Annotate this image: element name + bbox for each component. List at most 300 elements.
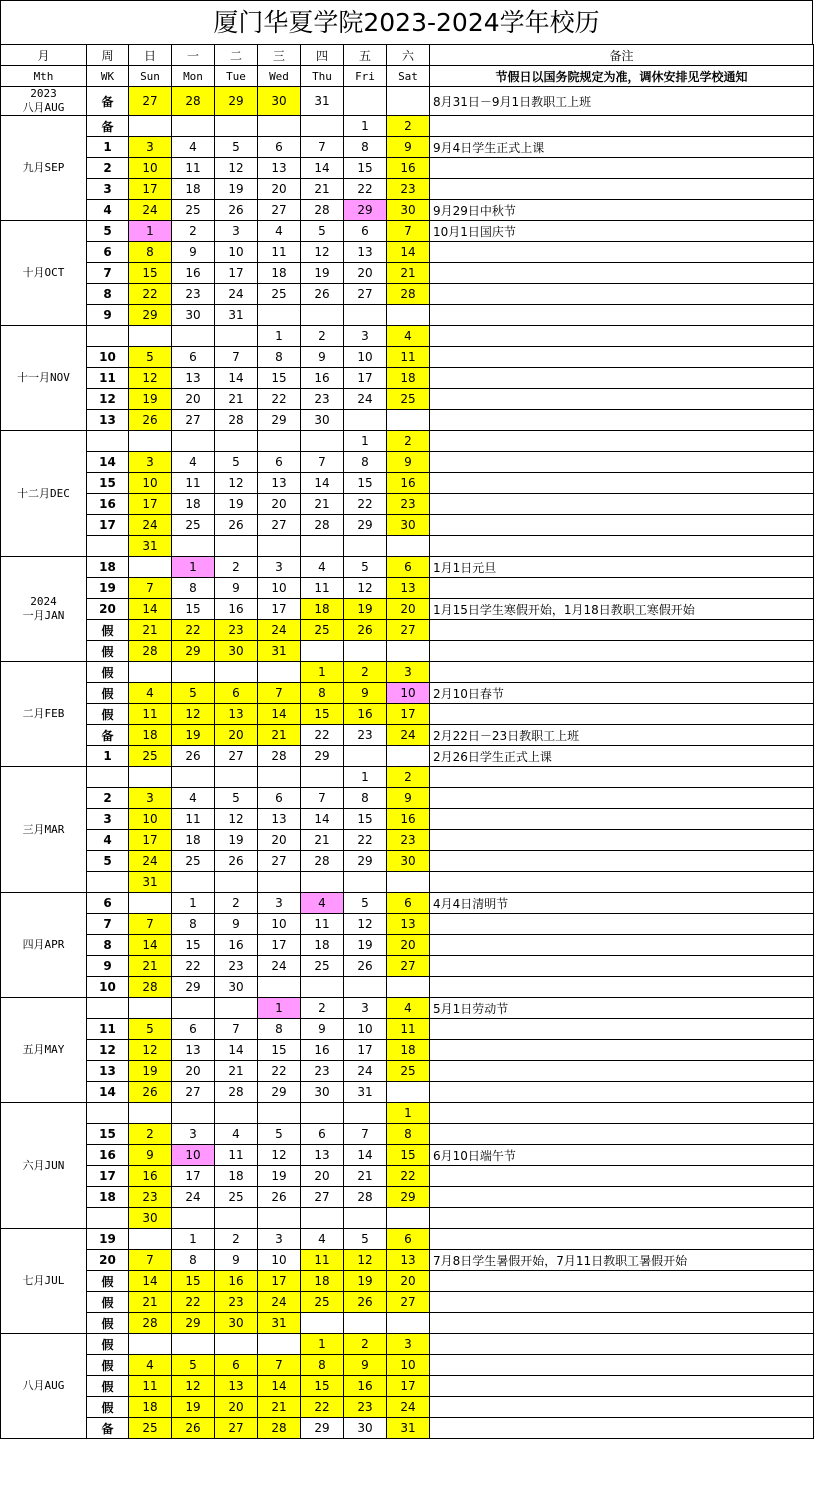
week-number: 15 [87, 473, 129, 494]
day-cell-thu: 22 [301, 1397, 344, 1418]
day-cell-sat: 9 [387, 788, 430, 809]
week-row [1, 1061, 814, 1082]
note-cell [430, 389, 814, 410]
day-cell-sat: 29 [387, 1187, 430, 1208]
day-cell-sun: 19 [129, 1061, 172, 1082]
day-cell-wed: 1 [258, 998, 301, 1019]
day-cell-thu: 7 [301, 452, 344, 473]
day-cell-mon: 20 [172, 1061, 215, 1082]
week-number: 假 [87, 1292, 129, 1313]
day-cell-mon: 5 [172, 683, 215, 704]
header-wed-en: Wed [258, 66, 301, 87]
day-cell-tue: 7 [215, 347, 258, 368]
note-cell [430, 1124, 814, 1145]
day-cell-sun: 10 [129, 809, 172, 830]
day-cell-fri: 1 [344, 116, 387, 137]
day-cell-sat [387, 1082, 430, 1103]
day-cell-thu [301, 1313, 344, 1334]
day-cell-thu: 7 [301, 137, 344, 158]
week-number: 19 [87, 1229, 129, 1250]
week-row [1, 557, 814, 578]
day-cell-mon: 18 [172, 494, 215, 515]
note-cell: 1月15日学生寒假开始，1月18日教职工寒假开始 [430, 599, 814, 620]
week-row [1, 1271, 814, 1292]
day-cell-wed: 1 [258, 326, 301, 347]
day-cell-tue [215, 116, 258, 137]
day-cell-mon: 4 [172, 137, 215, 158]
week-row [1, 242, 814, 263]
note-cell [430, 935, 814, 956]
day-cell-sat [387, 746, 430, 767]
day-cell-fri: 19 [344, 935, 387, 956]
day-cell-fri: 19 [344, 599, 387, 620]
day-cell-mon: 9 [172, 242, 215, 263]
month-label-line: 二月FEB [22, 707, 65, 720]
week-row [1, 809, 814, 830]
day-cell-mon: 13 [172, 368, 215, 389]
day-cell-thu: 11 [301, 914, 344, 935]
note-cell [430, 431, 814, 452]
note-cell [430, 788, 814, 809]
day-cell-fri: 3 [344, 998, 387, 1019]
day-cell-wed: 8 [258, 347, 301, 368]
day-cell-sun: 7 [129, 914, 172, 935]
week-row [1, 452, 814, 473]
day-cell-fri: 2 [344, 1334, 387, 1355]
day-cell-wed: 13 [258, 158, 301, 179]
note-cell [430, 641, 814, 662]
day-cell-mon: 22 [172, 956, 215, 977]
week-number: 12 [87, 389, 129, 410]
day-cell-wed [258, 872, 301, 893]
day-cell-sun: 5 [129, 347, 172, 368]
day-cell-tue [215, 326, 258, 347]
week-row [1, 221, 814, 242]
week-number: 8 [87, 284, 129, 305]
day-cell-sun: 26 [129, 410, 172, 431]
week-row [1, 578, 814, 599]
day-cell-wed [258, 305, 301, 326]
week-row [1, 536, 814, 557]
note-cell [430, 830, 814, 851]
note-cell [430, 284, 814, 305]
note-cell [430, 1187, 814, 1208]
day-cell-wed: 21 [258, 725, 301, 746]
day-cell-sat: 31 [387, 1418, 430, 1439]
day-cell-sat: 21 [387, 263, 430, 284]
day-cell-sun [129, 557, 172, 578]
day-cell-wed [258, 1208, 301, 1229]
day-cell-sat: 6 [387, 893, 430, 914]
day-cell-mon: 19 [172, 1397, 215, 1418]
day-cell-fri: 16 [344, 704, 387, 725]
day-cell-wed: 27 [258, 515, 301, 536]
week-number [87, 326, 129, 347]
day-cell-thu: 13 [301, 1145, 344, 1166]
week-row [1, 263, 814, 284]
day-cell-thu: 4 [301, 1229, 344, 1250]
day-cell-sun: 28 [129, 977, 172, 998]
week-number [87, 767, 129, 788]
day-cell-sun [129, 893, 172, 914]
day-cell-thu: 9 [301, 1019, 344, 1040]
day-cell-sun: 17 [129, 179, 172, 200]
day-cell-fri: 22 [344, 494, 387, 515]
day-cell-mon [172, 536, 215, 557]
day-cell-fri: 29 [344, 851, 387, 872]
day-cell-tue: 12 [215, 158, 258, 179]
day-cell-sun [129, 662, 172, 683]
day-cell-fri: 8 [344, 452, 387, 473]
day-cell-sat [387, 410, 430, 431]
note-cell: 7月8日学生暑假开始，7月11日教职工暑假开始 [430, 1250, 814, 1271]
day-cell-fri: 29 [344, 200, 387, 221]
week-row [1, 284, 814, 305]
week-number: 2 [87, 158, 129, 179]
day-cell-sun: 3 [129, 788, 172, 809]
day-cell-thu: 7 [301, 788, 344, 809]
header-wed: 三 [258, 45, 301, 66]
day-cell-wed: 14 [258, 704, 301, 725]
month-label [1, 1229, 87, 1334]
day-cell-mon: 6 [172, 347, 215, 368]
week-row [1, 1355, 814, 1376]
day-cell-sun [129, 326, 172, 347]
day-cell-sun: 31 [129, 536, 172, 557]
month-label [1, 221, 87, 326]
month-label [1, 1103, 87, 1229]
day-cell-sat: 17 [387, 1376, 430, 1397]
week-row [1, 746, 814, 767]
week-number: 5 [87, 221, 129, 242]
week-number: 15 [87, 1124, 129, 1145]
header-sun-en: Sun [129, 66, 172, 87]
day-cell-wed: 24 [258, 956, 301, 977]
day-cell-sat: 20 [387, 1271, 430, 1292]
day-cell-sun: 21 [129, 620, 172, 641]
day-cell-fri: 19 [344, 1271, 387, 1292]
day-cell-mon: 25 [172, 851, 215, 872]
day-cell-tue: 19 [215, 179, 258, 200]
header-sun: 日 [129, 45, 172, 66]
week-number: 1 [87, 137, 129, 158]
day-cell-mon: 24 [172, 1187, 215, 1208]
header-mon: 一 [172, 45, 215, 66]
week-number [87, 536, 129, 557]
day-cell-wed: 6 [258, 137, 301, 158]
week-number: 9 [87, 305, 129, 326]
month-label [1, 557, 87, 662]
day-cell-sun: 27 [129, 87, 172, 116]
day-cell-thu: 2 [301, 326, 344, 347]
day-cell-wed: 6 [258, 452, 301, 473]
week-row [1, 200, 814, 221]
day-cell-sat: 24 [387, 725, 430, 746]
day-cell-sun: 3 [129, 452, 172, 473]
week-row [1, 641, 814, 662]
day-cell-wed: 17 [258, 599, 301, 620]
day-cell-wed: 13 [258, 473, 301, 494]
day-cell-sat: 13 [387, 578, 430, 599]
day-cell-mon: 13 [172, 1040, 215, 1061]
day-cell-fri: 5 [344, 1229, 387, 1250]
week-row [1, 347, 814, 368]
day-cell-sun [129, 116, 172, 137]
day-cell-thu: 8 [301, 683, 344, 704]
day-cell-sun: 23 [129, 1187, 172, 1208]
week-number: 4 [87, 200, 129, 221]
day-cell-sun: 24 [129, 515, 172, 536]
day-cell-wed: 22 [258, 1061, 301, 1082]
day-cell-wed [258, 662, 301, 683]
day-cell-tue: 12 [215, 473, 258, 494]
day-cell-thu: 11 [301, 578, 344, 599]
day-cell-sat: 30 [387, 515, 430, 536]
day-cell-wed: 17 [258, 1271, 301, 1292]
day-cell-thu: 28 [301, 515, 344, 536]
day-cell-tue: 21 [215, 1061, 258, 1082]
day-cell-tue: 24 [215, 284, 258, 305]
day-cell-wed: 20 [258, 830, 301, 851]
day-cell-thu: 25 [301, 1292, 344, 1313]
week-number: 11 [87, 1019, 129, 1040]
day-cell-thu: 11 [301, 1250, 344, 1271]
day-cell-fri: 10 [344, 1019, 387, 1040]
day-cell-fri: 15 [344, 809, 387, 830]
day-cell-mon: 4 [172, 788, 215, 809]
day-cell-thu [301, 1103, 344, 1124]
week-row [1, 914, 814, 935]
day-cell-wed: 26 [258, 1187, 301, 1208]
day-cell-fri: 15 [344, 473, 387, 494]
day-cell-tue: 2 [215, 557, 258, 578]
week-row [1, 977, 814, 998]
day-cell-tue: 20 [215, 1397, 258, 1418]
note-cell [430, 305, 814, 326]
week-number: 7 [87, 914, 129, 935]
month-label-line: 十二月DEC [17, 486, 70, 500]
month-label-line: 十一月NOV [17, 371, 70, 384]
week-number: 8 [87, 935, 129, 956]
week-row [1, 956, 814, 977]
day-cell-thu: 5 [301, 221, 344, 242]
week-number: 2 [87, 788, 129, 809]
day-cell-mon: 29 [172, 977, 215, 998]
day-cell-fri: 12 [344, 914, 387, 935]
day-cell-thu [301, 641, 344, 662]
month-label-line: 三月MAR [22, 822, 65, 836]
week-number [87, 1103, 129, 1124]
day-cell-wed: 3 [258, 893, 301, 914]
day-cell-thu: 4 [301, 893, 344, 914]
note-cell [430, 179, 814, 200]
week-row [1, 1229, 814, 1250]
week-number [87, 1208, 129, 1229]
day-cell-wed: 25 [258, 284, 301, 305]
day-cell-thu [301, 536, 344, 557]
day-cell-sat: 16 [387, 473, 430, 494]
week-row [1, 473, 814, 494]
week-number: 12 [87, 1040, 129, 1061]
day-cell-mon [172, 872, 215, 893]
day-cell-tue: 26 [215, 851, 258, 872]
week-row [1, 1145, 814, 1166]
note-cell [430, 1019, 814, 1040]
day-cell-wed: 28 [258, 746, 301, 767]
day-cell-tue: 27 [215, 1418, 258, 1439]
day-cell-thu: 27 [301, 1187, 344, 1208]
day-cell-tue: 12 [215, 809, 258, 830]
day-cell-thu: 1 [301, 1334, 344, 1355]
day-cell-thu: 4 [301, 557, 344, 578]
day-cell-mon: 16 [172, 263, 215, 284]
week-row [1, 767, 814, 788]
note-cell [430, 1334, 814, 1355]
week-row [1, 998, 814, 1019]
day-cell-tue: 16 [215, 599, 258, 620]
week-row [1, 158, 814, 179]
week-number: 备 [87, 116, 129, 137]
week-row [1, 1334, 814, 1355]
day-cell-tue [215, 998, 258, 1019]
day-cell-wed: 28 [258, 1418, 301, 1439]
day-cell-sat: 16 [387, 158, 430, 179]
day-cell-tue: 6 [215, 1355, 258, 1376]
month-label [1, 893, 87, 998]
day-cell-sat: 15 [387, 1145, 430, 1166]
day-cell-mon: 10 [172, 1145, 215, 1166]
week-number: 14 [87, 452, 129, 473]
day-cell-fri [344, 746, 387, 767]
day-cell-wed: 7 [258, 1355, 301, 1376]
day-cell-fri: 6 [344, 221, 387, 242]
day-cell-sun: 4 [129, 1355, 172, 1376]
day-cell-mon [172, 431, 215, 452]
week-row [1, 1250, 814, 1271]
day-cell-mon: 8 [172, 578, 215, 599]
day-cell-mon: 18 [172, 830, 215, 851]
day-cell-wed: 12 [258, 1145, 301, 1166]
day-cell-sat: 1 [387, 1103, 430, 1124]
day-cell-fri: 23 [344, 1397, 387, 1418]
day-cell-tue [215, 1334, 258, 1355]
week-number: 20 [87, 1250, 129, 1271]
day-cell-sat: 22 [387, 1166, 430, 1187]
note-cell [430, 1355, 814, 1376]
day-cell-mon: 15 [172, 1271, 215, 1292]
header-tue-en: Tue [215, 66, 258, 87]
day-cell-mon: 3 [172, 1124, 215, 1145]
day-cell-sat: 30 [387, 200, 430, 221]
month-label-line: 四月APR [22, 938, 65, 951]
day-cell-thu: 26 [301, 284, 344, 305]
day-cell-fri: 5 [344, 557, 387, 578]
week-number: 6 [87, 242, 129, 263]
day-cell-fri: 29 [344, 515, 387, 536]
header-notes-en: 节假日以国务院规定为准，调休安排见学校通知 [430, 66, 814, 87]
week-number: 备 [87, 1418, 129, 1439]
day-cell-thu: 21 [301, 494, 344, 515]
day-cell-sat: 14 [387, 242, 430, 263]
day-cell-thu: 21 [301, 179, 344, 200]
day-cell-tue: 5 [215, 452, 258, 473]
day-cell-tue [215, 431, 258, 452]
day-cell-fri: 14 [344, 1145, 387, 1166]
day-cell-mon: 12 [172, 1376, 215, 1397]
day-cell-fri: 22 [344, 830, 387, 851]
day-cell-thu: 25 [301, 956, 344, 977]
day-cell-wed: 19 [258, 1166, 301, 1187]
week-number: 13 [87, 1061, 129, 1082]
day-cell-fri: 26 [344, 1292, 387, 1313]
week-row [1, 662, 814, 683]
day-cell-wed [258, 767, 301, 788]
day-cell-fri [344, 536, 387, 557]
day-cell-wed [258, 536, 301, 557]
week-row [1, 179, 814, 200]
week-row [1, 725, 814, 746]
day-cell-fri [344, 1208, 387, 1229]
day-cell-sun: 28 [129, 641, 172, 662]
day-cell-sat: 2 [387, 767, 430, 788]
day-cell-fri: 17 [344, 368, 387, 389]
note-cell [430, 1103, 814, 1124]
day-cell-tue [215, 662, 258, 683]
day-cell-thu: 16 [301, 368, 344, 389]
calendar-body [1, 45, 814, 1439]
day-cell-mon: 1 [172, 893, 215, 914]
month-label [1, 998, 87, 1103]
day-cell-thu: 25 [301, 620, 344, 641]
week-number: 10 [87, 977, 129, 998]
week-row [1, 872, 814, 893]
day-cell-sat: 3 [387, 1334, 430, 1355]
day-cell-mon: 25 [172, 200, 215, 221]
week-row [1, 410, 814, 431]
day-cell-sun: 14 [129, 599, 172, 620]
day-cell-sat: 9 [387, 452, 430, 473]
day-cell-thu: 1 [301, 662, 344, 683]
day-cell-tue [215, 536, 258, 557]
week-row [1, 389, 814, 410]
week-number [87, 431, 129, 452]
day-cell-sun: 31 [129, 872, 172, 893]
day-cell-wed: 21 [258, 1397, 301, 1418]
day-cell-sat [387, 641, 430, 662]
day-cell-wed: 8 [258, 1019, 301, 1040]
day-cell-mon: 25 [172, 515, 215, 536]
day-cell-mon [172, 1208, 215, 1229]
day-cell-wed [258, 977, 301, 998]
day-cell-sun: 2 [129, 1124, 172, 1145]
day-cell-sat: 28 [387, 284, 430, 305]
note-cell: 1月1日元旦 [430, 557, 814, 578]
day-cell-wed: 27 [258, 851, 301, 872]
day-cell-fri: 26 [344, 620, 387, 641]
day-cell-fri: 1 [344, 431, 387, 452]
day-cell-sat [387, 305, 430, 326]
day-cell-sat: 16 [387, 809, 430, 830]
day-cell-fri [344, 872, 387, 893]
week-number: 假 [87, 641, 129, 662]
day-cell-thu: 14 [301, 809, 344, 830]
day-cell-fri: 13 [344, 242, 387, 263]
day-cell-sat: 13 [387, 1250, 430, 1271]
day-cell-tue [215, 872, 258, 893]
header-fri-en: Fri [344, 66, 387, 87]
day-cell-wed: 24 [258, 1292, 301, 1313]
week-number: 16 [87, 494, 129, 515]
